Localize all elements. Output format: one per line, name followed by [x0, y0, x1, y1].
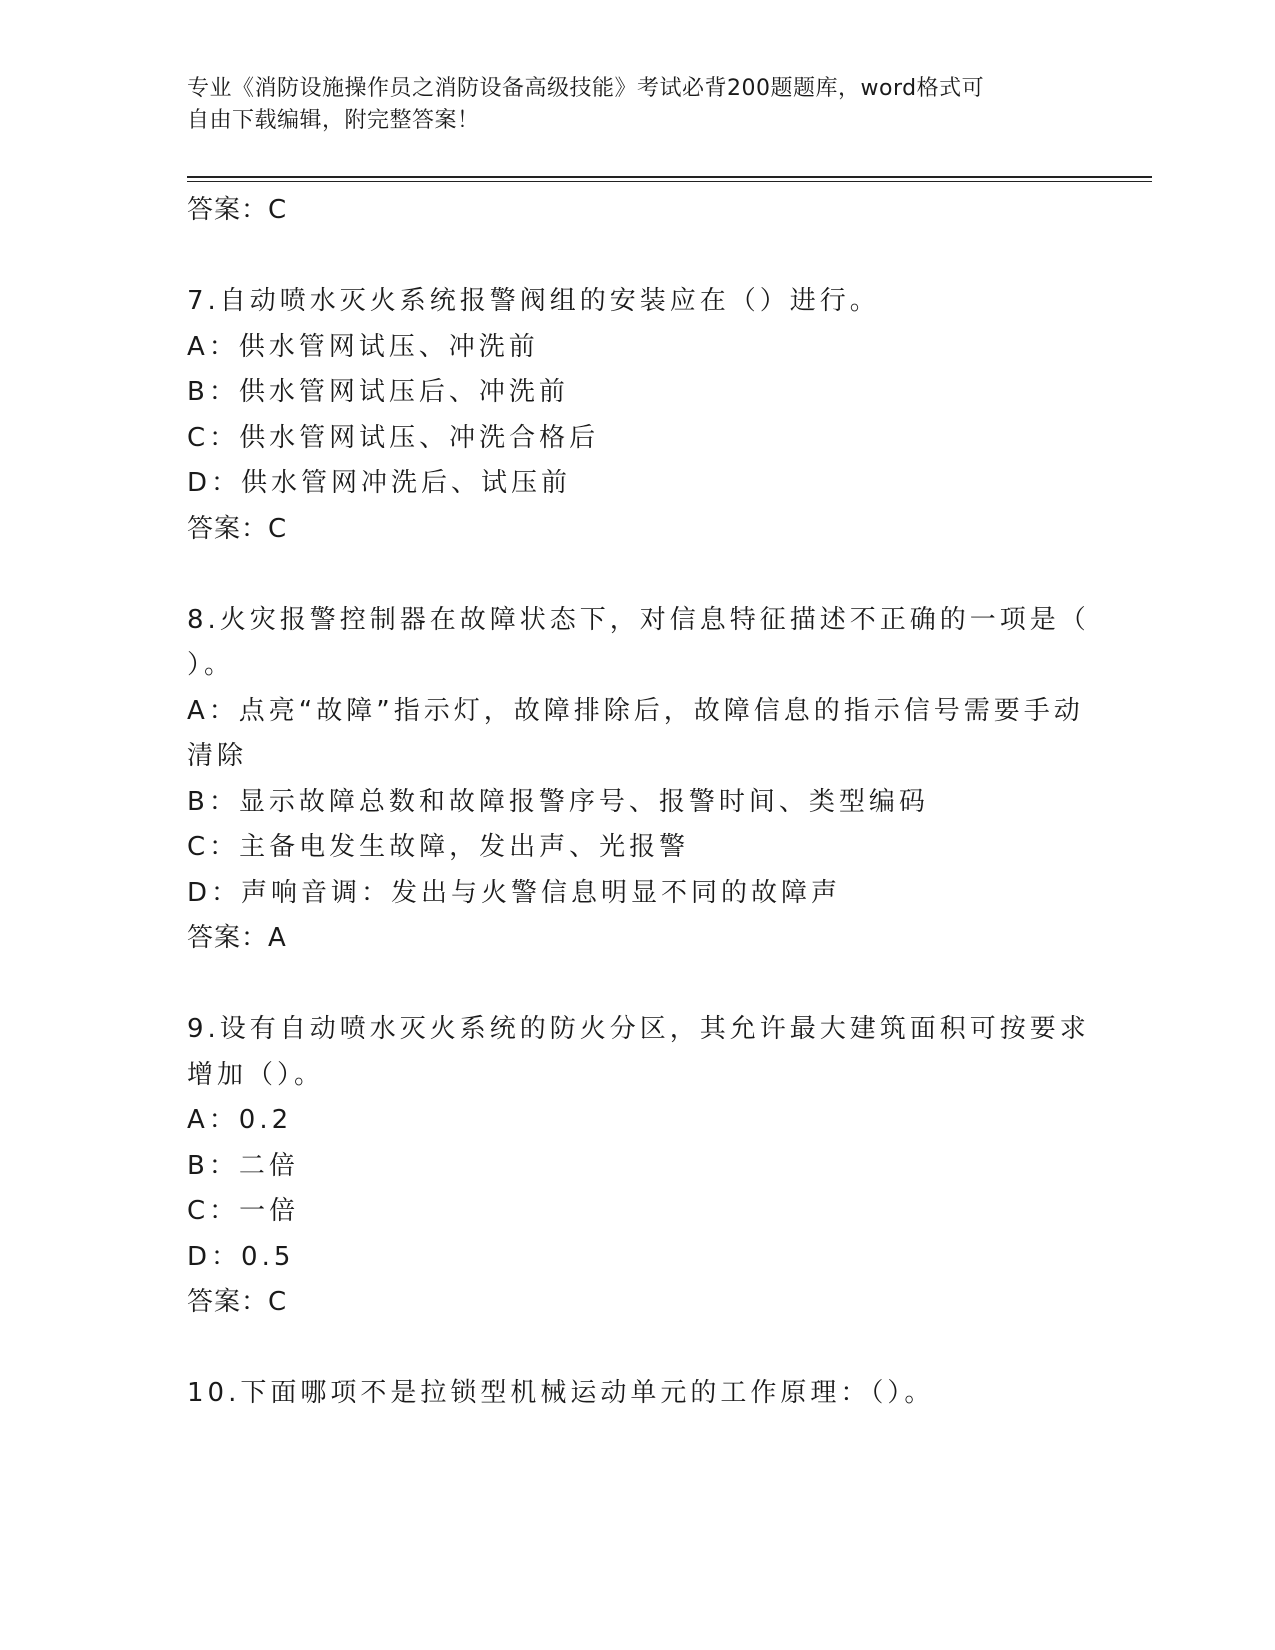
answer-line: 答案：A — [187, 923, 287, 953]
header-rule-thick — [187, 176, 1152, 178]
spacer — [187, 1326, 1067, 1372]
spacer — [187, 962, 1067, 1008]
option-c: C：一倍 — [187, 1196, 300, 1226]
option-d: D：供水管网冲洗后、试压前 — [187, 468, 572, 498]
option-a: A：0.2 — [187, 1105, 293, 1135]
question-stem: 9.设有自动喷水灭火系统的防火分区，其允许最大建筑面积可按要求 — [187, 1014, 1090, 1044]
question-block — [187, 1007, 1090, 1326]
document-body — [187, 188, 1090, 1417]
header-line-2: 自由下载编辑，附完整答案！ — [187, 108, 480, 133]
question-block — [187, 279, 1067, 552]
option-b: B：二倍 — [187, 1150, 299, 1181]
option-b: B：供水管网试压后、冲洗前 — [187, 377, 569, 407]
option-d: D：声响音调：发出与火警信息明显不同的故障声 — [187, 877, 842, 908]
question-block — [187, 598, 1090, 962]
option-a-continued: 清除 — [187, 741, 248, 771]
spacer — [187, 234, 1067, 280]
option-c: C：供水管网试压、冲洗合格后 — [187, 422, 600, 453]
document-header — [187, 73, 1067, 137]
option-d: D：0.5 — [187, 1241, 295, 1272]
answer-line: 答案：C — [187, 195, 288, 225]
option-b: B：显示故障总数和故障报警序号、报警时间、类型编码 — [187, 786, 929, 817]
question-stem-continued: ）。 — [187, 650, 235, 680]
question-stem: 10.下面哪项不是拉锁型机械运动单元的工作原理：（）。 — [187, 1378, 935, 1408]
header-rule-thin — [187, 181, 1152, 182]
answer-line: 答案：C — [187, 513, 288, 544]
spacer — [187, 552, 1067, 598]
header-line-1: 专业《消防设施操作员之消防设备高级技能》考试必背200题题库，word格式可 — [187, 76, 985, 101]
answer-line: 答案：C — [187, 1287, 288, 1317]
question-stem: 7.自动喷水灭火系统报警阀组的安装应在（）进行。 — [187, 286, 880, 316]
option-a: A：点亮“故障”指示灯，故障排除后，故障信息的指示信号需要手动 — [187, 695, 1084, 726]
question-stem: 8.火灾报警控制器在故障状态下，对信息特征描述不正确的一项是（ — [187, 604, 1090, 635]
question-stem-continued: 增加（）。 — [187, 1059, 325, 1090]
option-c: C：主备电发生故障，发出声、光报警 — [187, 832, 690, 862]
option-a: A：供水管网试压、冲洗前 — [187, 331, 539, 362]
question-block — [187, 1371, 1067, 1417]
